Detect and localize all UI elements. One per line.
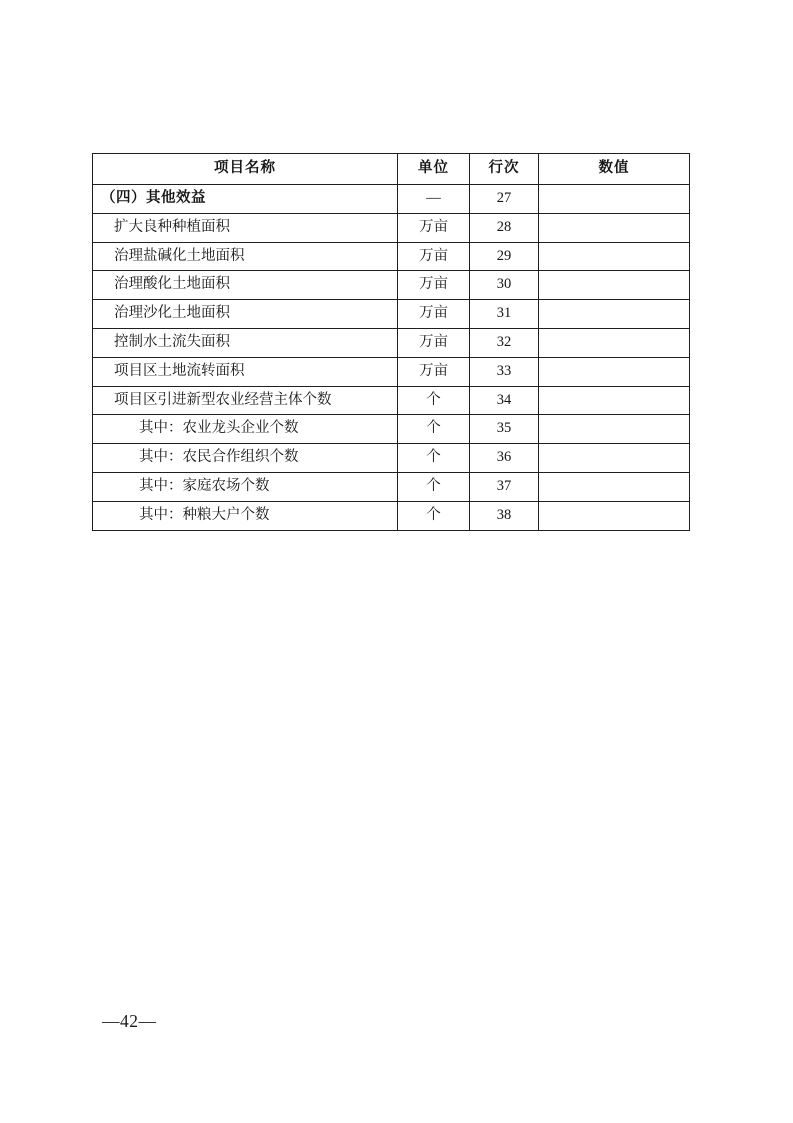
table-row [93,213,690,242]
table-row [93,501,690,530]
row-line-cell: 34 [470,386,539,415]
table-row [93,444,690,473]
row-value-cell [539,328,690,357]
row-line-cell: 37 [470,472,539,501]
row-line-cell: 31 [470,300,539,329]
col-header-unit: 单位 [398,154,470,185]
row-name-cell: 治理盐碱化土地面积 [93,242,398,271]
row-line-cell: 32 [470,328,539,357]
row-unit-cell: 万亩 [398,300,470,329]
row-line-cell: 27 [470,185,539,214]
row-unit-cell: 万亩 [398,328,470,357]
row-line-cell: 29 [470,242,539,271]
row-name-cell: 控制水土流失面积 [93,328,398,357]
row-value-cell [539,386,690,415]
table-row [93,242,690,271]
row-name-cell: 治理酸化土地面积 [93,271,398,300]
table-row [93,185,690,214]
col-header-value: 数值 [539,154,690,185]
row-name-cell: 其中：种粮大户个数 [93,501,398,530]
row-value-cell [539,300,690,329]
row-name-cell: 其中：农业龙头企业个数 [93,415,398,444]
col-header-name: 项目名称 [93,154,398,185]
row-line-cell: 28 [470,213,539,242]
row-value-cell [539,271,690,300]
table-row [93,386,690,415]
row-value-cell [539,242,690,271]
table-row [93,300,690,329]
row-unit-cell: 个 [398,415,470,444]
row-name-cell: 扩大良种种植面积 [93,213,398,242]
row-value-cell [539,501,690,530]
row-line-cell: 36 [470,444,539,473]
row-unit-cell: 万亩 [398,357,470,386]
row-value-cell [539,213,690,242]
benefit-indicators-table [92,153,690,531]
row-line-cell: 35 [470,415,539,444]
row-unit-cell: 万亩 [398,213,470,242]
table-header-row [93,154,690,185]
row-value-cell [539,357,690,386]
row-name-cell: 项目区引进新型农业经营主体个数 [93,386,398,415]
row-unit-cell: 个 [398,444,470,473]
row-unit-cell: 个 [398,386,470,415]
row-unit-cell: 万亩 [398,242,470,271]
table-row [93,415,690,444]
row-value-cell [539,415,690,444]
table-row [93,271,690,300]
row-unit-cell: — [398,185,470,214]
row-name-cell: 其中：农民合作组织个数 [93,444,398,473]
row-line-cell: 30 [470,271,539,300]
row-name-cell: 其中：家庭农场个数 [93,472,398,501]
table-row [93,328,690,357]
row-name-cell: 项目区土地流转面积 [93,357,398,386]
row-unit-cell: 个 [398,472,470,501]
table-row [93,472,690,501]
table-row [93,357,690,386]
row-line-cell: 38 [470,501,539,530]
page-number: —42— [102,1011,157,1031]
row-unit-cell: 万亩 [398,271,470,300]
row-value-cell [539,472,690,501]
row-name-cell: 治理沙化土地面积 [93,300,398,329]
row-value-cell [539,185,690,214]
row-value-cell [539,444,690,473]
row-name-cell: （四）其他效益 [93,185,398,214]
row-line-cell: 33 [470,357,539,386]
col-header-line: 行次 [470,154,539,185]
row-unit-cell: 个 [398,501,470,530]
